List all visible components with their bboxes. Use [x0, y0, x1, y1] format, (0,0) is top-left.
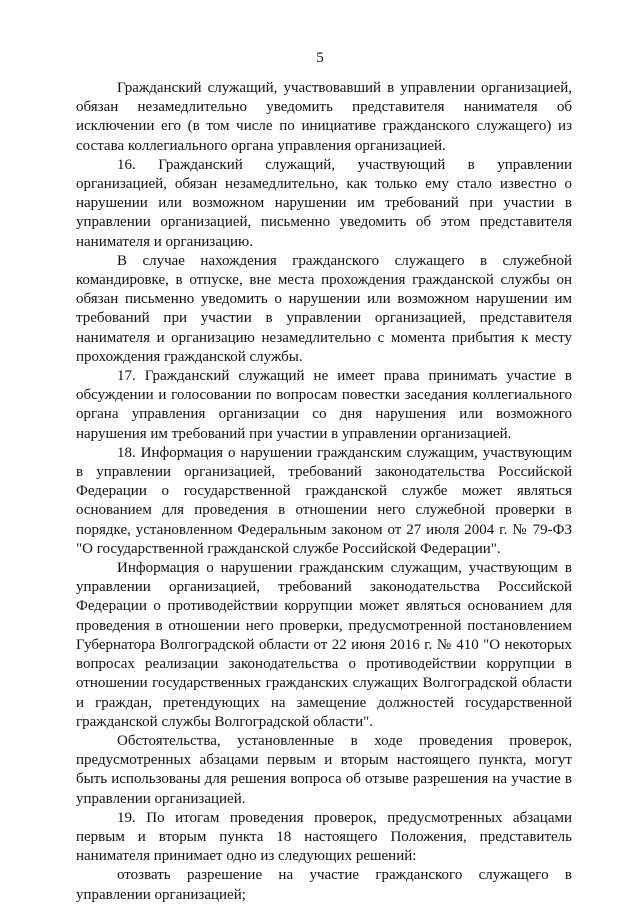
page-number: 5 — [316, 50, 324, 66]
paragraph: 19. По итогам проведения проверок, предусмотренных абзацами первым и вторым пункта 18 настоящего Положения, представитель нанимателя принимает одно из следующих решений: — [76, 809, 572, 865]
paragraph: 16. Гражданский служащий, участвующий в управлении организацией, обязан незамедлительно, как только ему стало известно о нарушении или возможном нарушении им требований при участии в управлении организацией, письменно уведомить об этом представителя нанимателя и организацию. — [76, 156, 572, 250]
paragraph: Информация о нарушении гражданским служащим, участвующим в управлении организацией, требований законодательства Российской Федерации о противодействии коррупции может являться основанием для проведения в отношении него проверки, предусмотренной постановлением Губернатора Волгоградской области от 22 июня 2016 г. № 410 "О некоторых вопросах реализации законодательства о противодействии коррупции в отношении государственных гражданских служащих Волгоградской области и граждан, претендующих на замещение должностей государственной гражданской службы Волгоградской области". — [76, 560, 572, 730]
paragraph: 17. Гражданский служащий не имеет права принимать участие в обсуждении и голосовании по вопросам повестки заседания коллегиального органа управления организации со дня нарушения или возможного нарушения им требований при участии в управлении организацией. — [76, 368, 572, 442]
paragraph: отозвать разрешение на участие гражданского служащего в управлении организацией; — [76, 867, 572, 903]
paragraph: 18. Информация о нарушении гражданским служащим, участвующим в управлении организацией, требований законодательства Российской Федерации о государственной гражданской службе может являться основанием для проведения в отношении него служебной проверки в порядке, установленном Федеральным законом от 27 июля 2004 г. № 79-ФЗ "О государственной гражданской службе Российской Федерации". — [76, 444, 572, 557]
paragraph: Гражданский служащий, участвовавший в управлении организацией, обязан незамедлительно уведомить представителя нанимателя об исключении его (в том числе по инициативе гражданского служащего) из состава коллегиального органа управления организацией. — [76, 80, 572, 154]
paragraph: Обстоятельства, установленные в ходе проведения проверок, предусмотренных абзацами первым и вторым настоящего пункта, могут быть использованы для решения вопроса об отзыве разрешения на участие в управлении организацией. — [76, 732, 572, 807]
paragraph: В случае нахождения гражданского служащего в служебной командировке, в отпуске, вне места прохождения гражданской службы он обязан письменно уведомить о нарушении или возможном нарушении им требований при участии в управлении организацией, представителя нанимателя и организацию незамедлительно с момента прибытия к месту прохождения гражданской службы. — [76, 252, 572, 365]
document-body — [76, 79, 572, 905]
